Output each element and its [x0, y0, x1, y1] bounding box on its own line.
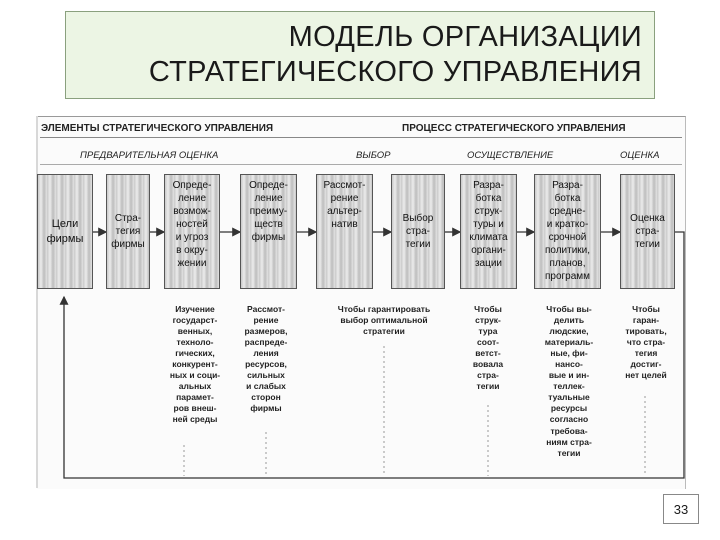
phase-preliminary: ПРЕДВАРИТЕЛЬНАЯ ОЦЕНКА — [80, 150, 219, 161]
box-label: Рассмот- рение альтер- натив — [323, 180, 366, 230]
box-label: Разра- ботка средне- и кратко- срочной политики, планов, программ — [544, 180, 591, 282]
desc-optimal-choice: Чтобы гарантировать выбор оптимальной стратегии — [337, 304, 431, 337]
box-label: Разра- ботка струк- туры и климата органи- зации — [469, 180, 508, 269]
box-label: Выбор стра- тегии — [402, 213, 434, 250]
phase-choice: ВЫБОР — [356, 150, 391, 161]
header-elements: ЭЛЕМЕНТЫ СТРАТЕГИЧЕСКОГО УПРАВЛЕНИЯ — [41, 123, 274, 134]
box-firm-strategy — [106, 174, 150, 289]
box-firm-goals — [37, 174, 93, 289]
box-label: Оценка стра- тегии — [630, 213, 665, 250]
box-policies-plans — [534, 174, 601, 289]
desc-structure-fit: Чтобы струк- тура соот- ветст- вовала стра- тегии — [472, 304, 504, 392]
box-label: Цели фирмы — [46, 218, 84, 245]
desc-goal-achievement: Чтобы гаран- тировать, что стра- тегия достиг- нет целей — [625, 304, 667, 381]
box-alternatives-review — [316, 174, 373, 289]
box-strategy-choice — [391, 174, 445, 289]
box-structure-climate — [460, 174, 517, 289]
box-label: Опреде- ление преиму- ществ фирмы — [249, 180, 288, 243]
box-opportunities-threats — [164, 174, 220, 289]
header-process: ПРОЦЕСС СТРАТЕГИЧЕСКОГО УПРАВЛЕНИЯ — [402, 123, 626, 134]
box-strategy-evaluation — [620, 174, 675, 289]
box-firm-advantages — [240, 174, 297, 289]
phase-evaluation: ОЦЕНКА — [620, 150, 660, 161]
slide-title-line2: СТРАТЕГИЧЕСКОГО УПРАВЛЕНИЯ — [148, 56, 642, 88]
slide-title-line1: МОДЕЛЬ ОРГАНИЗАЦИИ — [288, 21, 642, 53]
page-number: 33 — [663, 494, 699, 524]
box-label: Опреде- ление возмож- ностей и угроз в окру- жении — [172, 180, 212, 269]
box-label: Стра- тегия фирмы — [111, 213, 145, 250]
desc-resource-allocation: Чтобы вы- делить людские, материаль- ные, фи- нансо- вые и ин- теллек- туальные ресурсы согласно требова- ниям стра- тегии — [544, 304, 594, 458]
phase-implementation: ОСУЩЕСТВЛЕНИЕ — [467, 150, 554, 161]
desc-environment-study: Изучение государст- венных, техноло- гических, конкурент- ных и соци- альных парамет- ров внеш- ней среды — [169, 304, 221, 425]
desc-resources-review: Рассмот- рение размеров, распреде- ления ресурсов, сильных и слабых сторон фирмы — [244, 304, 288, 414]
